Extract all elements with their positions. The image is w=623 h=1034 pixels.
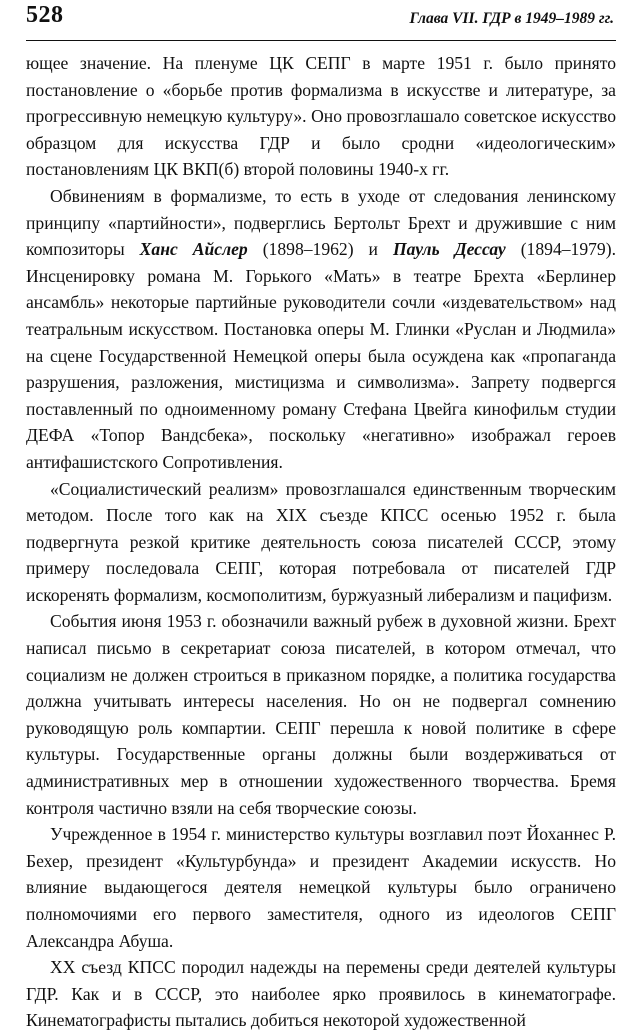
paragraph-1: ющее значение. На пленуме ЦК СЕПГ в марте 1951 г. было принято постановление о «борьбе против формализма в искусстве и литературе, за прогрессивную немецкую культуру». Оно провозглашало советское искусство образцом для искусства ГДР и было сродни «идеологическим» постановлениям ЦК ВКП(б) второй половины 1940-х гг. (26, 53, 616, 180)
paragraph-2-part-1: Обвинениям в формализме, то есть в уходе от следования ленинскому принципу «партийности», подверглись Бертольт Брехт и дружившие с ним композиторы (26, 185, 616, 260)
page-header (26, 0, 616, 41)
paragraph-6: XX съезд КПСС породил надежды на перемены среди деятелей культуры ГДР. Как и в СССР, это наиболее ярко проявилось в кинематографе. Кинематографисты пытались добиться некоторой художественной (26, 957, 616, 1031)
running-head: Глава VII. ГДР в 1949–1989 гг. (409, 10, 614, 27)
paragraph-5: Учрежденное в 1954 г. министерство культуры возглавил поэт Йоханнес Р. Бехер, президент «Культурбунда» и президент Академии искусств. Но влияние выдающегося деятеля немецкой культуры было ограничено полномочиями его первого заместителя, одного из идеологов СЕПГ Александра Абуша. (26, 824, 616, 951)
paragraph-2-part-3: (1894–1979). Инсценировку романа М. Горького «Мать» в театре Брехта «Берлинер ансамбль» некоторые партийные руководители сочли «издевательством» над театральным искусством. Постановка оперы М. Глинки «Руслан и Людмила» на сцене Государственной Немецкой оперы была осуждена как «пропаганда разрушения, разложения, мистицизма и символизма». Запрету подвергся поставленный по одноименному роману Стефана Цвейга кинофильм студии ДЕФА «Топор Вандсбека», поскольку «негативно» изображал героев антифашистского Сопротивления. (26, 239, 616, 472)
page-number: 528 (26, 2, 64, 28)
composer-name-dessau: Пауль Дессау (392, 239, 506, 260)
paragraph-2-part-2: (1898–1962) и (247, 239, 393, 260)
paragraph-3: «Социалистический реализм» провозглашался единственным творческим методом. После того как на XIX съезде КПСС осенью 1952 г. была подвергнута резкой критике деятельность союза писателей СССР, этому примеру последовала СЕПГ, которая потребовала от писателей ГДР искоренять формализм, космополитизм, буржуазный либерализм и пацифизм. (26, 478, 616, 605)
body-text (26, 50, 616, 1034)
paragraph-2 (26, 183, 616, 476)
composer-name-eisler: Ханс Айслер (139, 239, 248, 260)
paragraph-4: События июня 1953 г. обозначили важный рубеж в духовной жизни. Брехт написал письмо в секретариат союза писателей, в котором отмечал, что социализм не должен строиться в приказном порядке, а политика государства должна учитывать интересы населения. Но он не подвергал сомнению руководящую роль компартии. СЕПГ перешла к новой политике в сфере культуры. Государственные органы должны были воздерживаться от административных мер в отношении художественного творчества. Бремя контроля частично взяли на себя творческие союзы. (26, 611, 616, 818)
